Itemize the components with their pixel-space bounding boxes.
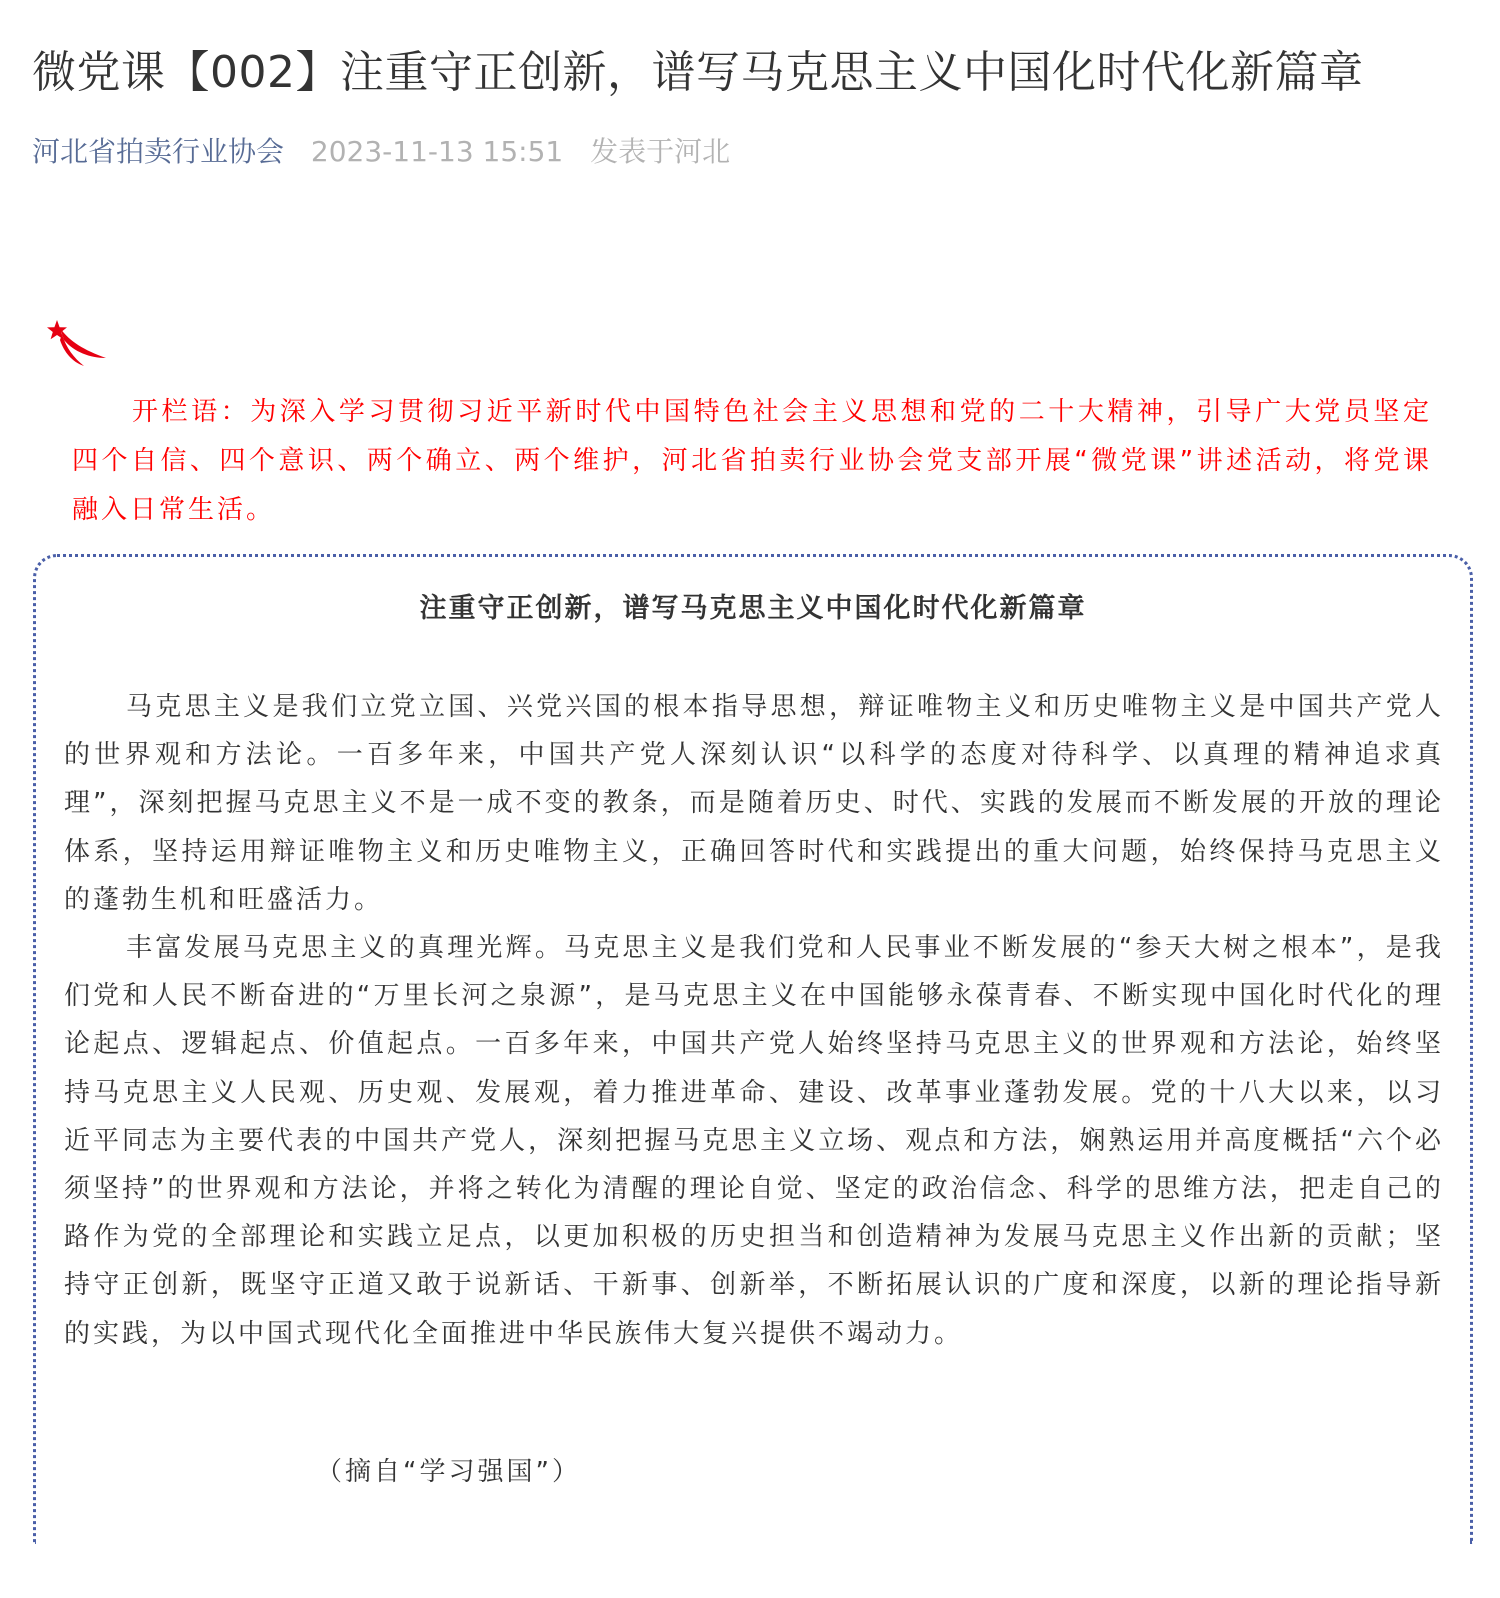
content-paragraph: 丰富发展马克思主义的真理光辉。马克思主义是我们党和人民事业不断发展的“参天大树之根本”，是我们党和人民不断奋进的“万里长河之泉源”，是马克思主义在中国能够永葆青春、不断实现中国化时代化的理论起点、逻辑起点、价值起点。一百多年来，中国共产党人始终坚持马克思主义的世界观和方法论，始终坚持马克思主义人民观、历史观、发展观，着力推进革命、建设、改革事业蓬勃发展。党的十八大以来，以习近平同志为主要代表的中国共产党人，深刻把握马克思主义立场、观点和方法，娴熟运用并高度概括“六个必须坚持”的世界观和方法论，并将之转化为清醒的理论自觉、坚定的政治信念、科学的思维方法，把走自己的路作为党的全部理论和实践立足点，以更加积极的历史担当和创造精神为发展马克思主义作出新的贡献；坚持守正创新，既坚守正道又敢于说新话、干新事、创新举，不断拓展认识的广度和深度，以新的理论指导新的实践，为以中国式现代化全面推进中华民族伟大复兴提供不竭动力。	[64, 933, 1444, 1349]
shooting-star-icon	[44, 318, 114, 374]
content-box	[33, 554, 1473, 1544]
article-meta	[32, 132, 730, 172]
publish-location: 发表于河北	[590, 135, 731, 168]
publish-time: 2023-11-13 15:51	[310, 135, 564, 168]
source-citation: （摘自“学习强国”）	[316, 1457, 581, 1487]
content-paragraph: 马克思主义是我们立党立国、兴党兴国的根本指导思想，辩证唯物主义和历史唯物主义是中国共产党人的世界观和方法论。一百多年来，中国共产党人深刻认识“以科学的态度对待科学、以真理的精神追求真理”，深刻把握马克思主义不是一成不变的教条，而是随着历史、时代、实践的发展而不断发展的开放的理论体系，坚持运用辩证唯物主义和历史唯物主义，正确回答时代和实践提出的重大问题，始终保持马克思主义的蓬勃生机和旺盛活力。	[64, 692, 1444, 915]
intro-text: 开栏语：为深入学习贯彻习近平新时代中国特色社会主义思想和党的二十大精神，引导广大党员坚定四个自信、四个意识、两个确立、两个维护，河北省拍卖行业协会党支部开展“微党课”讲述活动，将党课融入日常生活。	[72, 397, 1432, 525]
article-title: 微党课【002】注重守正创新，谱写马克思主义中国化时代化新篇章	[32, 47, 1364, 98]
content-heading: 注重守正创新，谱写马克思主义中国化时代化新篇章	[419, 593, 1087, 624]
author-link[interactable]: 河北省拍卖行业协会	[32, 135, 285, 168]
